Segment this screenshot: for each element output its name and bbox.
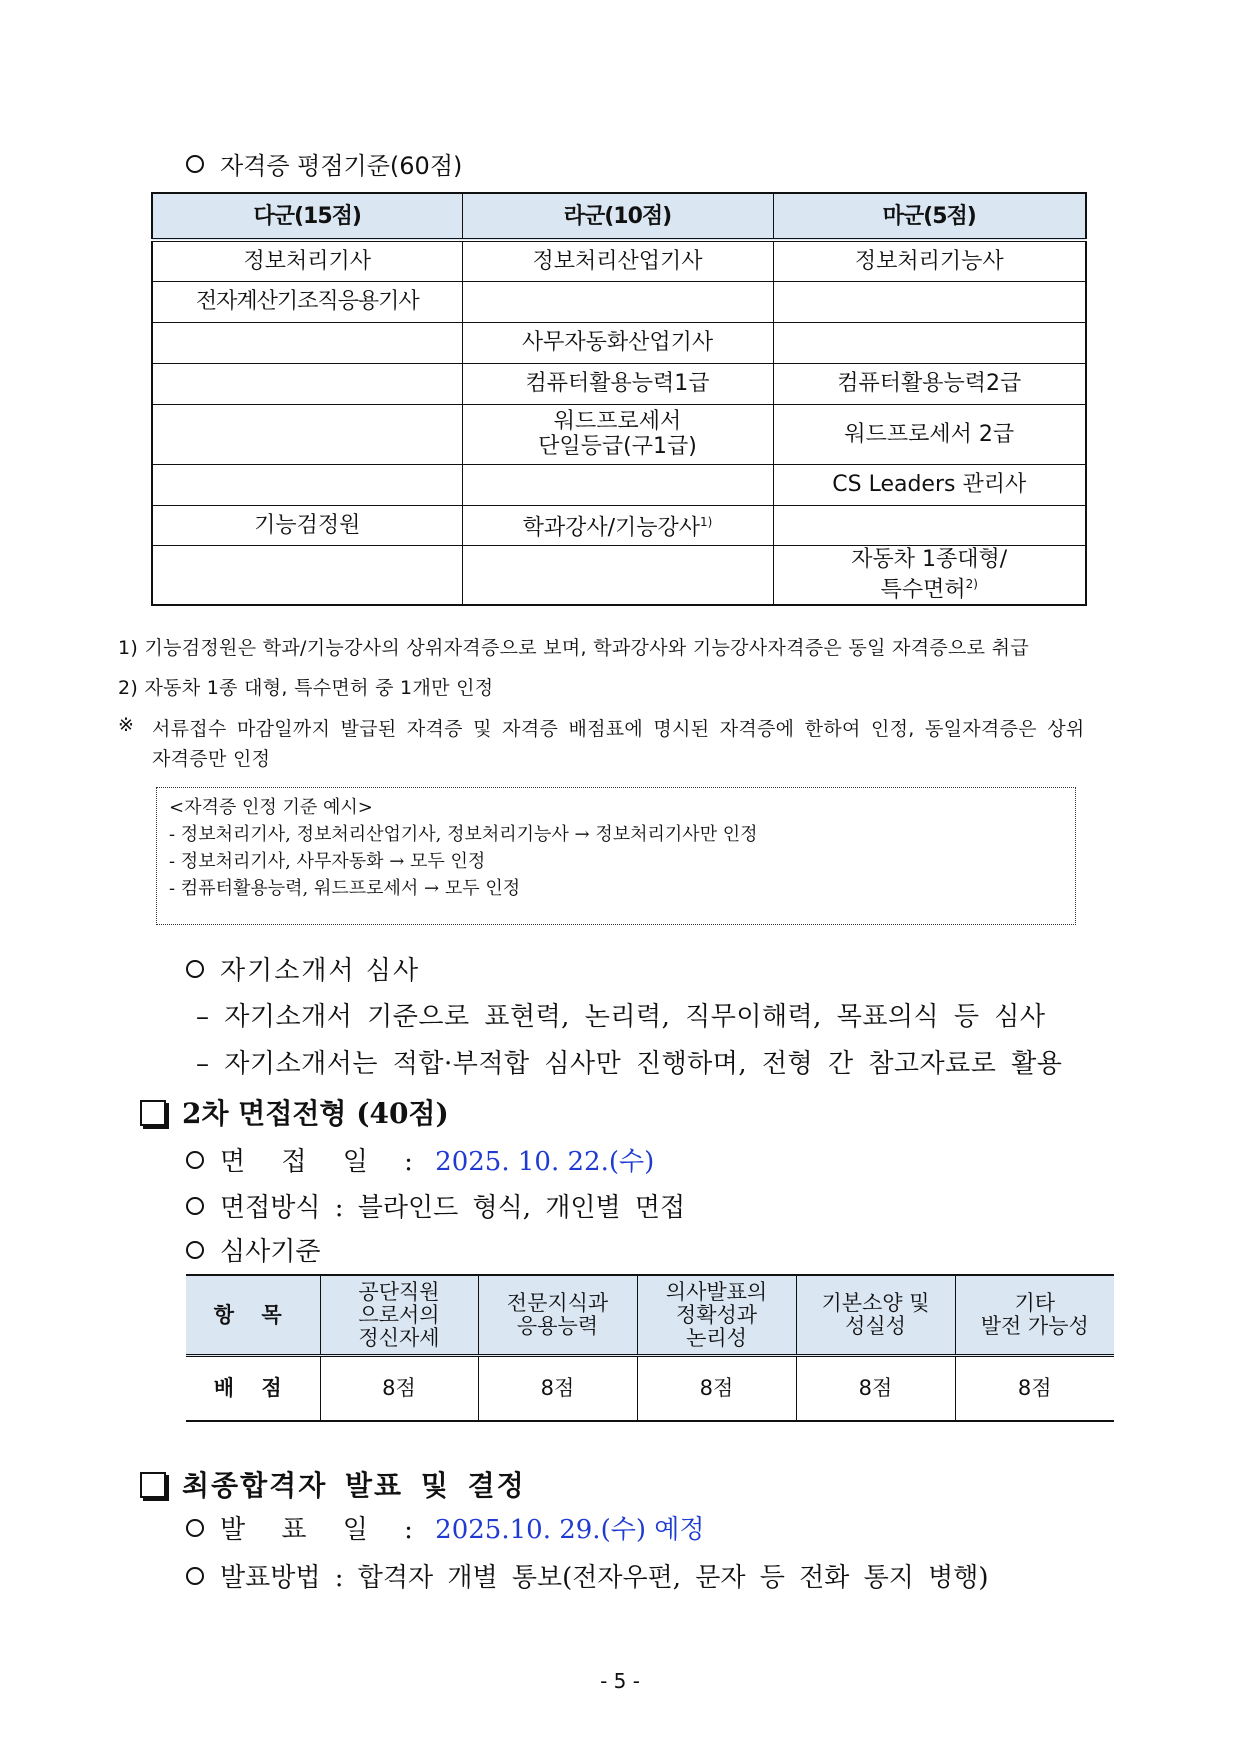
criteria-item: 기본소양 및 성실성 — [796, 1275, 955, 1356]
table-cell: 정보처리기사 — [152, 240, 462, 281]
note-line-2: 자격증만 인정 — [152, 748, 271, 770]
example-line: - 정보처리기사, 사무자동화 → 모두 인정 — [169, 851, 486, 872]
example-line: - 컴퓨터활용능력, 워드프로세서 → 모두 인정 — [169, 878, 521, 899]
score-table — [186, 1274, 1114, 1422]
score-row — [186, 1356, 1114, 1422]
table-row — [152, 464, 1086, 505]
cert-cell-instructor: 학과강사/기능강사 — [522, 515, 701, 541]
table-cell — [462, 505, 773, 545]
table-cell: CS Leaders 관리사 — [773, 464, 1086, 505]
table-cell: 사무자동화산업기사 — [462, 322, 773, 363]
table-cell — [152, 464, 462, 505]
example-title: <자격증 인정 기준 예시> — [169, 797, 373, 818]
row-header-items: 항 목 — [186, 1275, 320, 1356]
table-cell — [462, 464, 773, 505]
score-table-header — [186, 1275, 1114, 1356]
score-cell: 8점 — [955, 1356, 1114, 1422]
table-row — [152, 322, 1086, 363]
table-cell: 컴퓨터활용능력1급 — [462, 363, 773, 404]
score-cell: 8점 — [478, 1356, 637, 1422]
table-row — [152, 404, 1086, 464]
criteria-item: 전문지식과 응용능력 — [478, 1275, 637, 1356]
interview-date — [186, 1141, 654, 1178]
table-row — [152, 281, 1086, 322]
table-row — [152, 545, 1086, 605]
interview-criteria: 심사기준 — [186, 1231, 320, 1268]
note-line-1: 서류접수 마감일까지 발급된 자격증 및 자격증 배점표에 명시된 자격증에 한하여 인정, 동일자격증은 상위 — [152, 718, 1085, 740]
circle-bullet-icon — [186, 1151, 204, 1169]
table-cell: 전자계산기조직응용기사 — [152, 281, 462, 322]
example-box — [156, 787, 1076, 925]
square-bullet-icon — [140, 1472, 166, 1498]
self-intro-line-2: – 자기소개서는 적합·부적합 심사만 진행하며, 전형 간 참고자료로 활용 — [196, 1049, 1063, 1079]
footnote-1: 1) 기능검정원은 학과/기능강사의 상위자격증으로 보며, 학과강사와 기능강사자격증은 동일 자격증으로 취급 — [118, 637, 1029, 659]
table-cell: 정보처리산업기사 — [462, 240, 773, 281]
page-number: - 5 - — [600, 1669, 640, 1693]
note-mark: ※ — [118, 714, 135, 736]
self-intro-line-1: – 자기소개서 기준으로 표현력, 논리력, 직무이해력, 목표의식 등 심사 — [196, 1002, 1046, 1032]
square-bullet-icon — [140, 1100, 166, 1126]
interview-date-label: 면 접 일 : — [220, 1147, 427, 1177]
circle-bullet-icon — [186, 1567, 204, 1585]
criteria-item: 기타 발전 가능성 — [955, 1275, 1114, 1356]
row-header-score: 배 점 — [186, 1356, 320, 1422]
table-cell: 워드프로세서 단일등급(구1급) — [462, 404, 773, 464]
footnote-mark-1: 1) — [700, 514, 713, 529]
cert-heading: 자격증 평점기준(60점) — [186, 146, 462, 181]
table-cell: 기능검정원 — [152, 505, 462, 545]
table-cell — [773, 505, 1086, 545]
table-cell — [773, 322, 1086, 363]
header-group-ra: 라군(10점) — [462, 193, 773, 240]
table-cell — [152, 322, 462, 363]
interview-date-value: 2025. 10. 22.(수) — [435, 1147, 655, 1177]
table-cell — [462, 545, 773, 605]
interview-title: 2차 면접전형 (40점) — [140, 1092, 449, 1132]
interview-method: 면접방식 : 블라인드 형식, 개인별 면접 — [186, 1187, 685, 1224]
cert-table — [151, 192, 1087, 606]
criteria-item: 의사발표의 정확성과 논리성 — [637, 1275, 796, 1356]
header-group-da: 다군(15점) — [152, 193, 462, 240]
table-cell — [773, 545, 1086, 605]
cert-table-header — [152, 193, 1086, 240]
table-cell — [152, 363, 462, 404]
circle-bullet-icon — [186, 1197, 204, 1215]
final-date-label: 발 표 일 : — [220, 1515, 427, 1545]
table-cell: 정보처리기능사 — [773, 240, 1086, 281]
table-cell: 컴퓨터활용능력2급 — [773, 363, 1086, 404]
final-method: 발표방법 : 합격자 개별 통보(전자우편, 문자 등 전화 통지 병행) — [186, 1557, 988, 1594]
table-cell — [152, 404, 462, 464]
score-cell: 8점 — [796, 1356, 955, 1422]
table-cell — [773, 281, 1086, 322]
final-date — [186, 1509, 704, 1546]
example-line: - 정보처리기사, 정보처리산업기사, 정보처리기능사 → 정보처리기사만 인정 — [169, 824, 758, 845]
footnote-mark-2: 2) — [965, 577, 978, 592]
final-title: 최종합격자 발표 및 결정 — [140, 1464, 526, 1504]
final-date-value: 2025.10. 29.(수) 예정 — [435, 1515, 705, 1545]
table-cell — [462, 281, 773, 322]
score-cell: 8점 — [637, 1356, 796, 1422]
table-row — [152, 363, 1086, 404]
cert-cell-license: 자동차 1종대형/ 특수면허 — [851, 547, 1008, 603]
table-cell: 워드프로세서 2급 — [773, 404, 1086, 464]
table-row — [152, 505, 1086, 545]
circle-bullet-icon — [186, 155, 204, 173]
self-intro-heading: 자기소개서 심사 — [186, 950, 420, 987]
header-group-ma: 마군(5점) — [773, 193, 1086, 240]
table-row — [152, 240, 1086, 281]
score-cell: 8점 — [320, 1356, 478, 1422]
criteria-item: 공단직원 으로서의 정신자세 — [320, 1275, 478, 1356]
table-cell — [152, 545, 462, 605]
footnote-2: 2) 자동차 1종 대형, 특수면허 중 1개만 인정 — [118, 677, 494, 699]
circle-bullet-icon — [186, 960, 204, 978]
circle-bullet-icon — [186, 1241, 204, 1259]
circle-bullet-icon — [186, 1519, 204, 1537]
